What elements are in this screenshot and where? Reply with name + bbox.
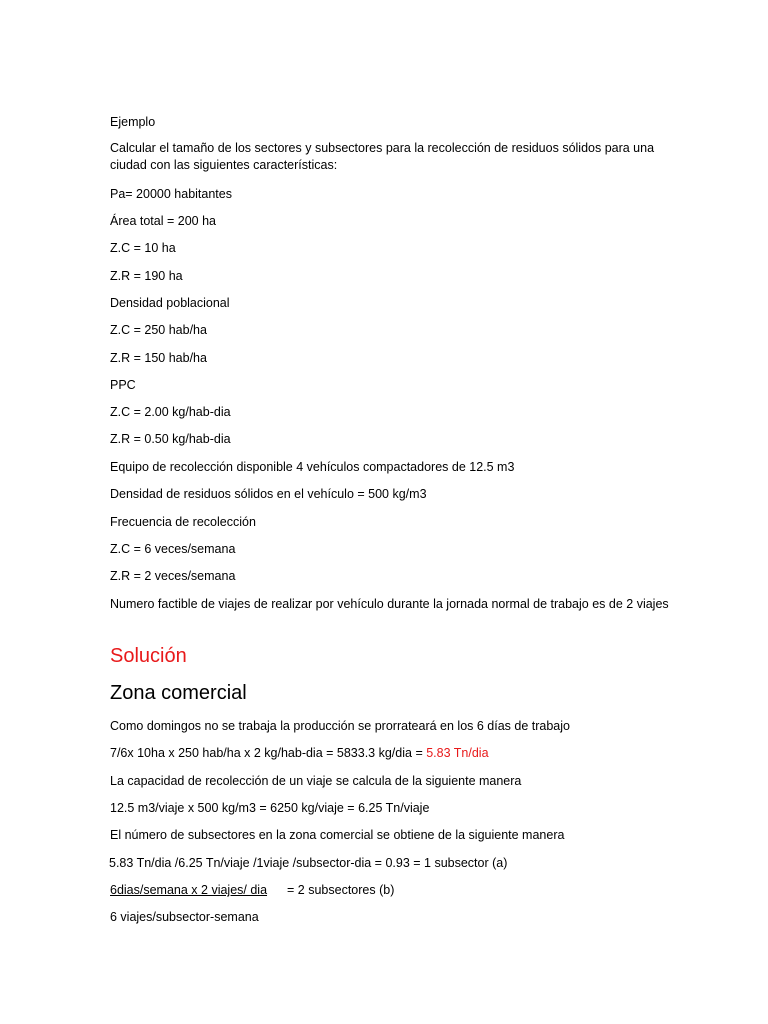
data-line: Pa= 20000 habitantes bbox=[110, 187, 232, 201]
calc-1-result: 5.83 Tn/dia bbox=[426, 746, 489, 760]
fraction-denominator: 6 viajes/subsector-semana bbox=[110, 910, 259, 924]
data-line: Z.R = 2 veces/semana bbox=[110, 569, 236, 583]
fraction-numerator: 6dias/semana x 2 viajes/ dia bbox=[110, 883, 268, 897]
calc-line-4 bbox=[110, 882, 394, 899]
prorate-note: Como domingos no se trabaja la producción se prorrateará en los 6 días de trabajo bbox=[110, 719, 570, 733]
data-line: Z.R = 190 ha bbox=[110, 269, 183, 283]
data-line: Z.C = 10 ha bbox=[110, 241, 176, 255]
data-line: Frecuencia de recolección bbox=[110, 515, 256, 529]
problem-statement: Calcular el tamaño de los sectores y subsectores para la recolección de residuos sólidos para una ciudad con las siguientes características: bbox=[110, 141, 655, 172]
subsector-note: El número de subsectores en la zona comercial se obtiene de la siguiente manera bbox=[110, 828, 565, 842]
capacity-note: La capacidad de recolección de un viaje se calcula de la siguiente manera bbox=[110, 774, 522, 788]
data-line: Área total = 200 ha bbox=[110, 214, 216, 228]
data-line: Densidad de residuos sólidos en el vehículo = 500 kg/m3 bbox=[110, 487, 427, 501]
data-line: Z.R = 0.50 kg/hab-dia bbox=[110, 432, 231, 446]
data-line: Z.R = 150 hab/ha bbox=[110, 351, 207, 365]
calc-line-3: 5.83 Tn/dia /6.25 Tn/viaje /1viaje /subsector-dia = 0.93 = 1 subsector (a) bbox=[109, 856, 508, 870]
solution-heading: Solución bbox=[110, 645, 187, 667]
fraction-result: = 2 subsectores (b) bbox=[287, 883, 395, 897]
calc-line-1 bbox=[110, 745, 489, 762]
trips-note: Numero factible de viajes de realizar por vehículo durante la jornada normal de trabajo es de 2 viajes bbox=[110, 597, 669, 611]
data-line: Z.C = 6 veces/semana bbox=[110, 542, 236, 556]
example-title: Ejemplo bbox=[110, 115, 156, 129]
zone-heading: Zona comercial bbox=[110, 682, 247, 704]
data-line: PPC bbox=[110, 378, 136, 392]
data-line: Z.C = 250 hab/ha bbox=[110, 323, 207, 337]
calc-1-prefix: 7/6x 10ha x 250 hab/ha x 2 kg/hab-dia = 5833.3 kg/dia = bbox=[110, 746, 427, 760]
data-line: Densidad poblacional bbox=[110, 296, 230, 310]
calc-line-2: 12.5 m3/viaje x 500 kg/m3 = 6250 kg/viaje = 6.25 Tn/viaje bbox=[110, 801, 430, 815]
data-line: Equipo de recolección disponible 4 vehículos compactadores de 12.5 m3 bbox=[110, 460, 515, 474]
data-line: Z.C = 2.00 kg/hab-dia bbox=[110, 405, 231, 419]
